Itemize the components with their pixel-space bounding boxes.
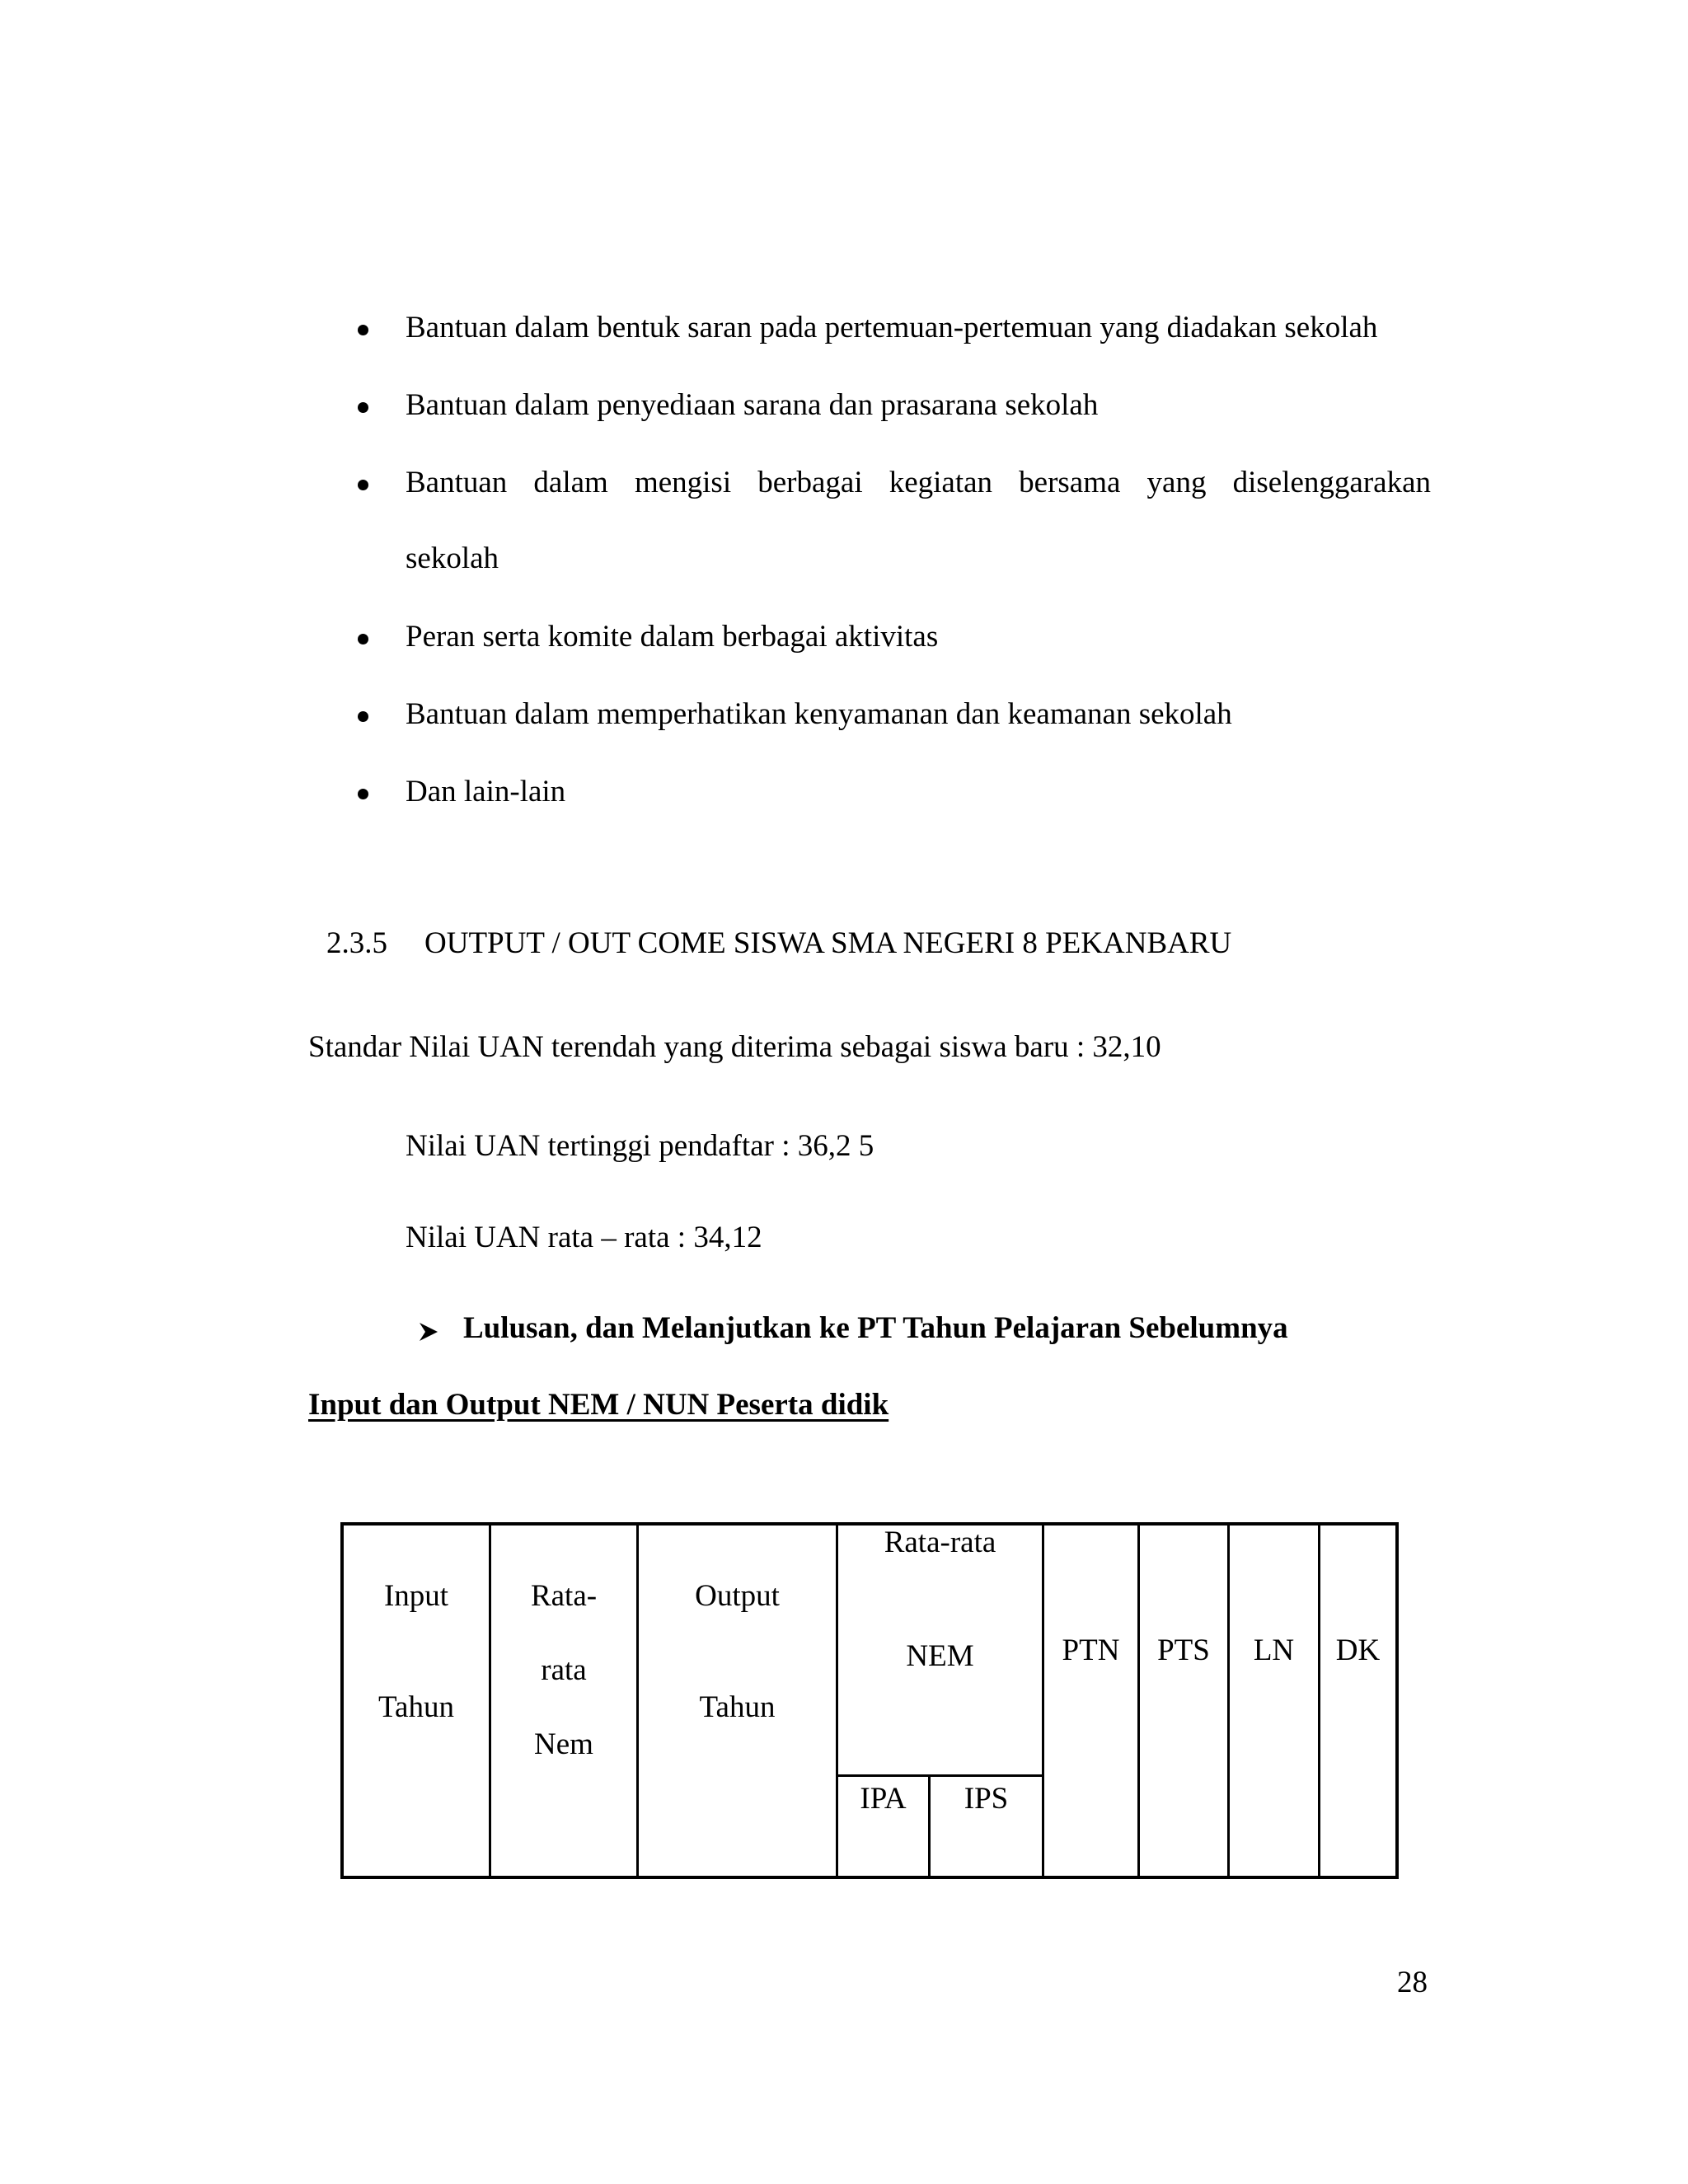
table-border-right (1395, 1522, 1399, 1879)
table-divider (836, 1522, 838, 1879)
header-ips: IPS (964, 1782, 1009, 1816)
header-rata-2: rata (541, 1653, 587, 1687)
lowest-score-text: Standar Nilai UAN terendah yang diterima sebagai siswa baru : 32,10 (308, 1030, 1161, 1064)
list-item: Bantuan dalam bentuk saran pada pertemuan-pertemuan yang diadakan sekolah (406, 311, 1378, 344)
table-divider (1137, 1522, 1140, 1879)
table-divider (1227, 1522, 1230, 1879)
header-rata-rata-nem: Rata-rata (884, 1526, 996, 1559)
bullet-icon (358, 480, 368, 490)
highest-score-text: Nilai UAN tertinggi pendaftar : 36,2 5 (406, 1129, 874, 1163)
header-output-tahun: Tahun (699, 1690, 776, 1724)
list-item: Dan lain-lain (406, 775, 566, 808)
arrow-icon (418, 1315, 439, 1351)
header-ipa: IPA (860, 1782, 907, 1816)
list-item-continuation: sekolah (406, 541, 499, 575)
bullet-icon (358, 325, 368, 335)
table-divider (1318, 1522, 1320, 1879)
arrow-heading: Lulusan, dan Melanjutkan ke PT Tahun Pelajaran Sebelumnya (463, 1311, 1288, 1345)
header-nem: Nem (534, 1727, 593, 1761)
header-ln: LN (1253, 1633, 1295, 1667)
header-tahun: Tahun (378, 1690, 454, 1724)
bullet-icon (358, 711, 368, 722)
header-rata: Rata- (530, 1579, 598, 1613)
average-score-text: Nilai UAN rata – rata : 34,12 (406, 1221, 762, 1254)
header-output: Output (695, 1579, 780, 1613)
table-title: Input dan Output NEM / NUN Peserta didik (308, 1388, 889, 1422)
list-item: Bantuan dalam mengisi berbagai kegiatan bersama yang diselenggarakan (406, 466, 1431, 499)
table-divider (489, 1522, 491, 1879)
header-pts: PTS (1157, 1633, 1210, 1667)
header-ptn: PTN (1062, 1633, 1120, 1667)
bullet-icon (358, 402, 368, 413)
header-input: Input (383, 1579, 449, 1613)
table-divider (836, 1774, 1043, 1777)
list-item: Bantuan dalam penyediaan sarana dan prasarana sekolah (406, 388, 1099, 422)
list-item: Bantuan dalam memperhatikan kenyamanan dan keamanan sekolah (406, 697, 1232, 731)
bullet-icon (358, 789, 368, 799)
section-title: OUTPUT / OUT COME SISWA SMA NEGERI 8 PEKANBARU (424, 926, 1232, 960)
header-nem-group: NEM (906, 1639, 974, 1673)
table-divider (1042, 1522, 1044, 1879)
table-border-bottom (340, 1876, 1399, 1879)
header-dk: DK (1335, 1633, 1381, 1667)
bullet-icon (358, 634, 368, 644)
page-number: 28 (1397, 1966, 1428, 1999)
section-number: 2.3.5 (326, 926, 387, 960)
list-item: Peran serta komite dalam berbagai aktivitas (406, 620, 939, 654)
